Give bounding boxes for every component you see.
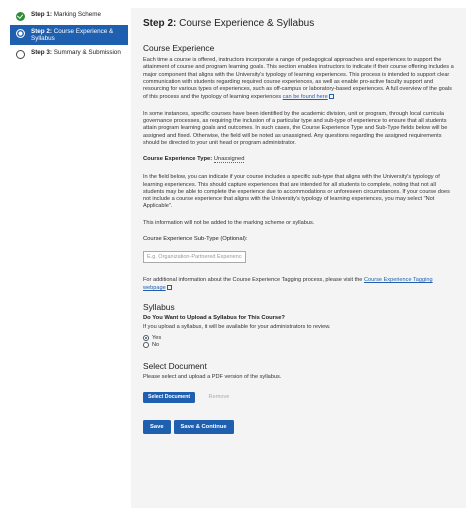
remove-document-button[interactable]: Remove (208, 394, 230, 401)
course-experience-assigned-info: In some instances, specific courses have been identified by the academic division, unit or program, through local curricula governance processes, as requiring the inclusion of a particular type and sub-type of experience to ensure that all students attain program learning goals and outcomes. In such cases, the Course Experience Type and Sub-Type fields below will be assigned and fixed. Otherwise, the field will be noted as unassigned. Any questions regarding the assigned requirements should be directed to your unit head or program administrator. (143, 110, 448, 146)
step-number: Step 2: (31, 28, 52, 35)
syllabus-option-yes[interactable]: Yes (143, 335, 454, 341)
tagging-info: For additional information about the Course Experience Tagging process, please visit the Course Experience Tagging webpage (143, 277, 433, 292)
syllabus-hint: If you upload a syllabus, it will be available for your administrators to review. (143, 323, 331, 330)
tagging-webpage-link[interactable]: Course Experience Tagging webpage (143, 277, 433, 292)
save-and-continue-button[interactable]: Save & Continue (174, 420, 234, 434)
course-experience-intro: Each time a course is offered, instructors incorporate a range of pedagogical approaches and experiences to support the attainment of course and program learning goals. This section enables instructors to indicate if their course offering includes a major component that aligns with the University's typology of learning experiences. This process is intended to support clear communication with students regarding required course experiences, as well as enable pro-active faculty support and resourcing for various types of experiences, such as off-campus or laboratory-based experiences. A full overview of the goals of this process and the typology of learning experiences can be found here (143, 57, 454, 101)
radio-selected-icon[interactable] (143, 335, 149, 341)
course-experience-heading: Course Experience (143, 43, 215, 53)
select-document-heading: Select Document (143, 360, 207, 371)
check-circle-icon (16, 12, 25, 21)
syllabus-question: Do You Want to Upload a Syllabus for This Course? (143, 314, 285, 321)
external-link-icon (329, 94, 334, 99)
empty-circle-icon (16, 50, 25, 59)
course-experience-type-value: Unassigned (213, 156, 245, 163)
overview-link[interactable]: can be found here (282, 94, 328, 101)
document-actions (143, 385, 454, 403)
step-label: Marking Scheme (53, 11, 101, 18)
syllabus-heading: Syllabus (143, 301, 175, 312)
subtype-label: Course Experience Sub-Type (Optional): (143, 236, 248, 243)
form-actions (143, 420, 454, 434)
step-number: Step 3: (31, 49, 52, 56)
subtype-input[interactable] (143, 251, 246, 263)
external-link-icon (167, 285, 172, 290)
subtype-instructions: In the field below, you can indicate if your course includes a specific sub-type that aligns with the University's typology of learning experiences. This should capture experiences that are intended for all students to complete, noting that not all students may be able to complete the experience due to accommodations or unforeseen circumstances. If your course does not include a course experience that aligns with the University's typology of learning experiences, you may select "Not Applicable". (143, 174, 450, 210)
main-panel (131, 8, 466, 508)
current-step-circle-icon (16, 29, 25, 38)
sidebar-step-summary[interactable] (10, 46, 128, 62)
sidebar-step-course-experience[interactable] (10, 25, 128, 45)
select-document-hint: Please select and upload a PDF version of the syllabus. (143, 373, 282, 380)
not-added-note: This information will not be added to the marking scheme or syllabus. (143, 219, 315, 226)
course-experience-type: Course Experience Type: Unassigned (143, 156, 245, 163)
syllabus-option-no[interactable]: No (143, 342, 454, 348)
select-document-button[interactable]: Select Document (143, 392, 195, 403)
sidebar-step-marking-scheme[interactable] (10, 8, 128, 24)
step-sidebar (10, 8, 128, 63)
radio-unselected-icon[interactable] (143, 342, 149, 348)
step-label: Summary & Submission (53, 49, 121, 56)
step-label: Course Experience & Syllabus (31, 28, 114, 42)
step-number: Step 1: (31, 11, 52, 18)
page-title: Step 2: Course Experience & Syllabus (143, 18, 315, 29)
save-button[interactable]: Save (143, 420, 171, 434)
